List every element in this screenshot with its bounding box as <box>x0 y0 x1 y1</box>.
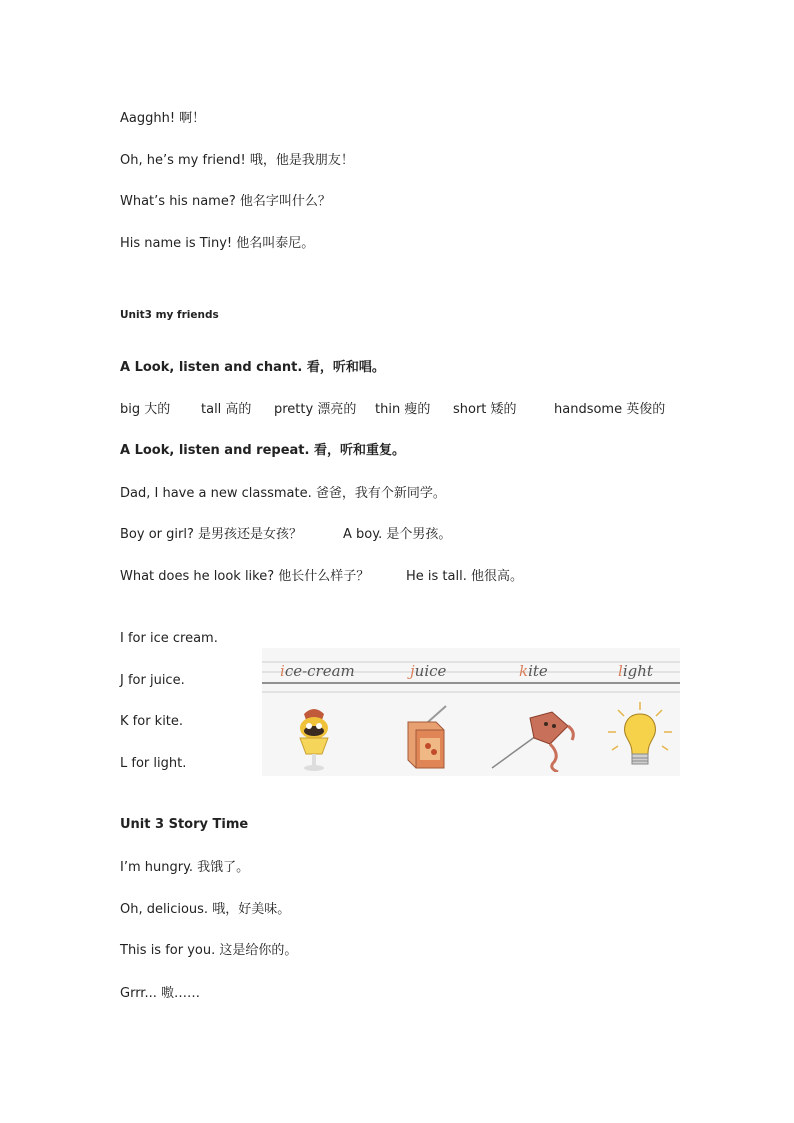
line-friend: Oh, he’s my friend! 哦，他是我朋友！ <box>120 153 354 168</box>
label-first-letter: i <box>280 662 285 680</box>
line-aagghh: Aagghh! 啊！ <box>120 111 206 126</box>
label-ice-cream <box>280 662 355 680</box>
juice-icon <box>402 704 452 776</box>
vocab-word: big 大的 <box>120 402 171 417</box>
kite-icon <box>490 710 582 772</box>
label-kite <box>519 662 548 680</box>
label-first-letter: j <box>410 662 415 680</box>
phonics-i: I for ice cream. <box>120 631 218 646</box>
vocab-word: handsome 英俊的 <box>554 402 666 417</box>
unit3-title: Unit3 my friends <box>120 309 219 321</box>
answer-text: He is tall. 他很高。 <box>406 569 523 584</box>
vocab-word: short 矮的 <box>453 402 517 417</box>
line-for-you: This is for you. 这是给你的。 <box>120 943 298 958</box>
story-time-title: Unit 3 Story Time <box>120 817 249 832</box>
question-text: Boy or girl? 是男孩还是女孩？ <box>120 527 302 542</box>
label-first-letter: l <box>618 662 623 680</box>
line-his-name-answer: His name is Tiny! 他名叫泰尼。 <box>120 236 315 251</box>
label-light <box>618 662 653 680</box>
repeat-heading: A Look, listen and repeat. 看，听和重复。 <box>120 443 405 458</box>
label-first-letter: k <box>519 662 529 680</box>
phonics-illustration <box>262 648 680 776</box>
vocab-word: pretty 漂亮的 <box>274 402 357 417</box>
line-hungry: I’m hungry. 我饿了。 <box>120 860 250 875</box>
phonics-j: J for juice. <box>120 673 185 688</box>
label-rest: ce-cream <box>284 662 355 680</box>
line-classmate: Dad, I have a new classmate. 爸爸，我有个新同学。 <box>120 486 446 501</box>
ice-cream-icon <box>292 706 336 776</box>
label-rest: ight <box>622 662 653 680</box>
phonics-k: K for kite. <box>120 714 184 729</box>
vocab-word: thin 瘦的 <box>375 402 431 417</box>
label-rest: ite <box>528 662 548 680</box>
label-rest: uice <box>414 662 447 680</box>
phonics-l: L for light. <box>120 756 187 771</box>
light-bulb-icon <box>604 700 676 774</box>
line-his-name-question: What’s his name? 他名字叫什么？ <box>120 194 331 209</box>
line-grrr: Grrr... 嗷…… <box>120 986 200 1001</box>
answer-text: A boy. 是个男孩。 <box>343 527 452 542</box>
line-delicious: Oh, delicious. 哦，好美味。 <box>120 902 291 917</box>
chant-heading: A Look, listen and chant. 看，听和唱。 <box>120 360 385 375</box>
label-juice <box>410 662 446 680</box>
vocab-word: tall 高的 <box>201 402 252 417</box>
question-text: What does he look like? 他长什么样子？ <box>120 569 370 584</box>
